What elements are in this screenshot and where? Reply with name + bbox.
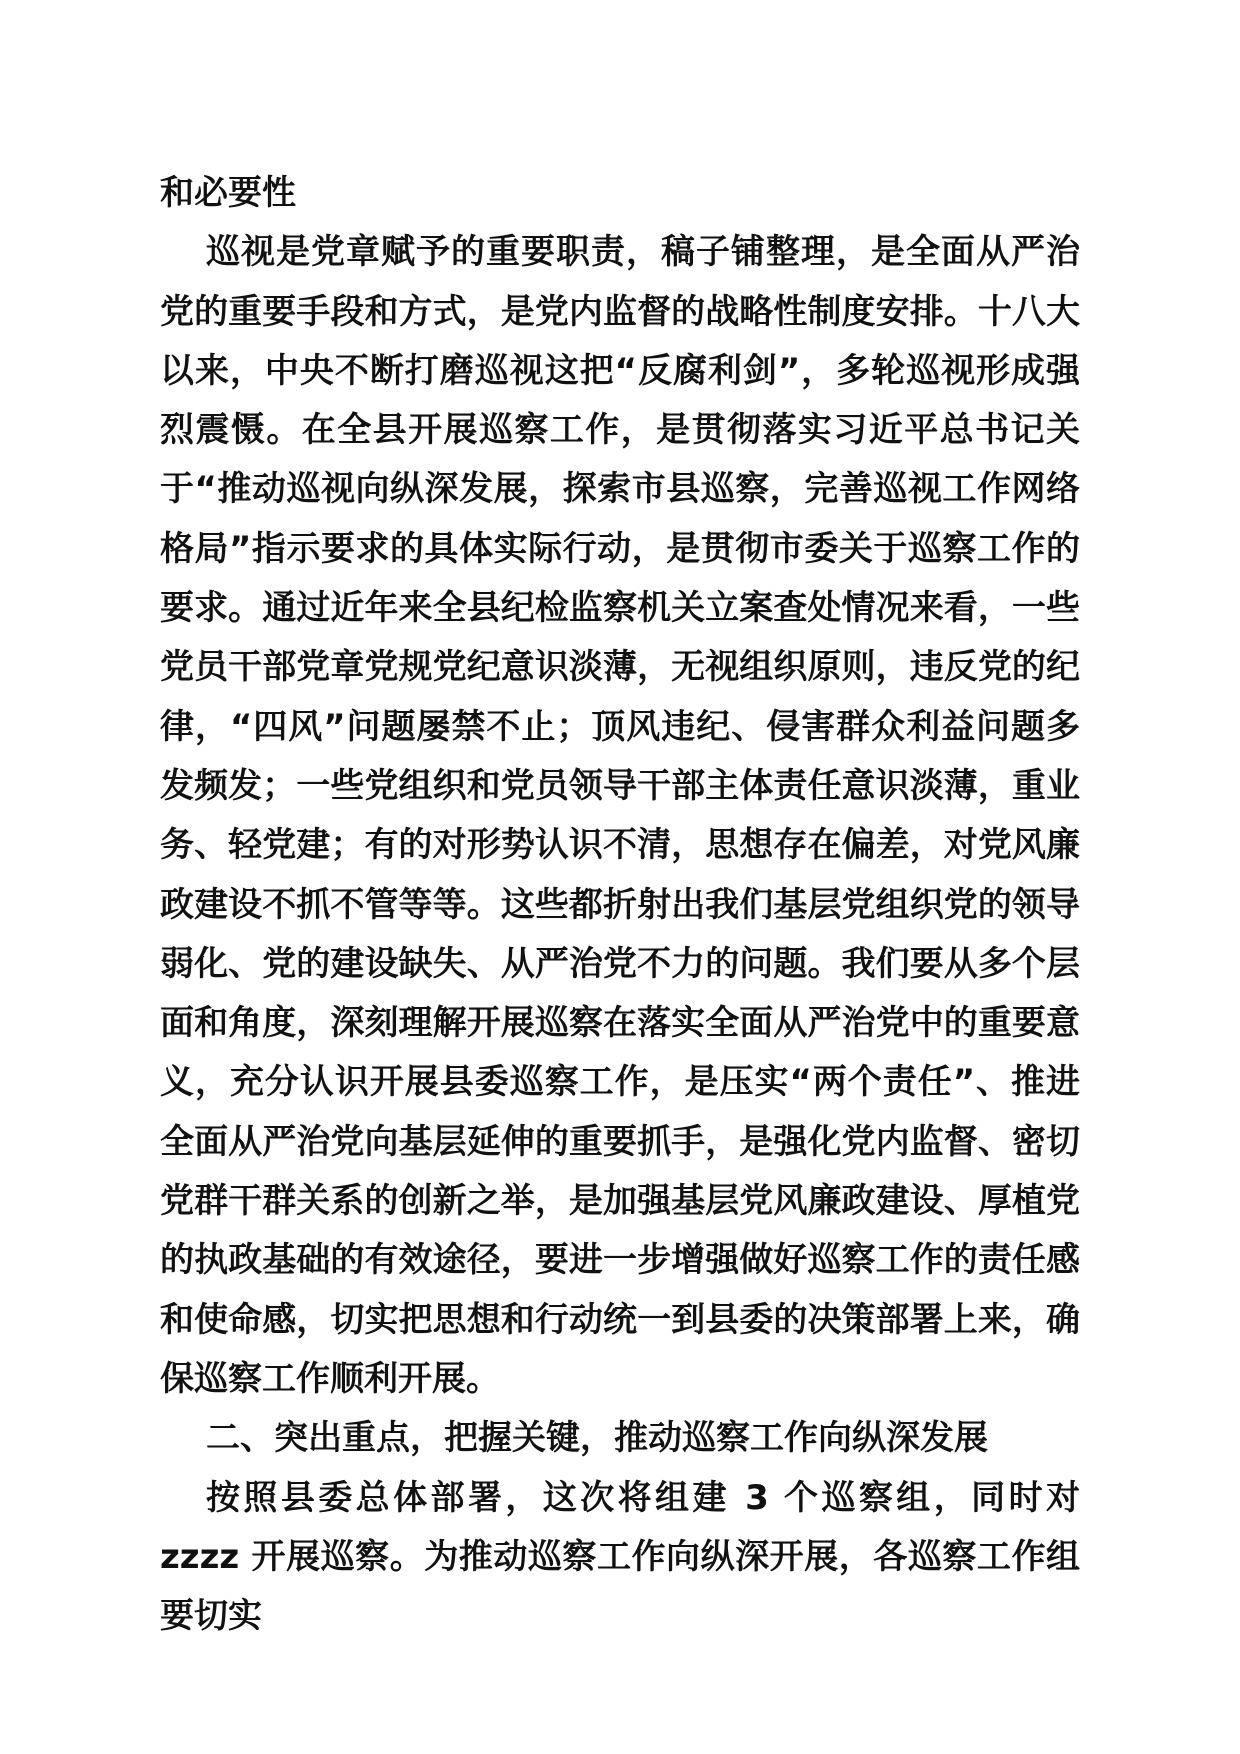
document-body [160,164,1080,1646]
paragraph-body-2: 按照县委总体部署，这次将组建 3 个巡察组，同时对 zzzz 开展巡察。为推动巡察工作向纵深开展，各巡察工作组要切实 [160,1477,1080,1637]
paragraph-continuation: 和必要性 [160,173,296,213]
section-heading: 二、突出重点，把握关键，推动巡察工作向纵深发展 [206,1418,988,1459]
paragraph-body: 巡视是党章赋予的重要职责，稿子铺整理，是全面从严治党的重要手段和方式，是党内监督的战略性制度安排。十八大以来，中央不断打磨巡视这把“反腐利剑”，多轮巡视形成强烈震慑。在全县开展巡察工作，是贯彻落实习近平总书记关于“推动巡视向纵深发展，探索市县巡察，完善巡视工作网络格局”指示要求的具体实际行动，是贯彻市委关于巡察工作的要求。通过近年来全县纪检监察机关立案查处情况来看，一些党员干部党章党规党纪意识淡薄，无视组织原则，违反党的纪律，“四风”问题屡禁不止；顶风违纪、侵害群众利益问题多发频发；一些党组织和党员领导干部主体责任意识淡薄，重业务、轻党建；有的对形势认识不清，思想存在偏差，对党风廉政建设不抓不管等等。这些都折射出我们基层党组织党的领导弱化、党的建设缺失、从严治党不力的问题。我们要从多个层面和角度，深刻理解开展巡察在落实全面从严治党中的重要意义，充分认识开展县委巡察工作，是压实“两个责任”、推进全面从严治党向基层延伸的重要抓手，是强化党内监督、密切党群干群关系的创新之举，是加强基层党风廉政建设、厚植党的执政基础的有效途径，要进一步增强做好巡察工作的责任感和使命感，切实把思想和行动统一到县委的决策部署上来，确保巡察工作顺利开展。 [160,232,1080,1399]
